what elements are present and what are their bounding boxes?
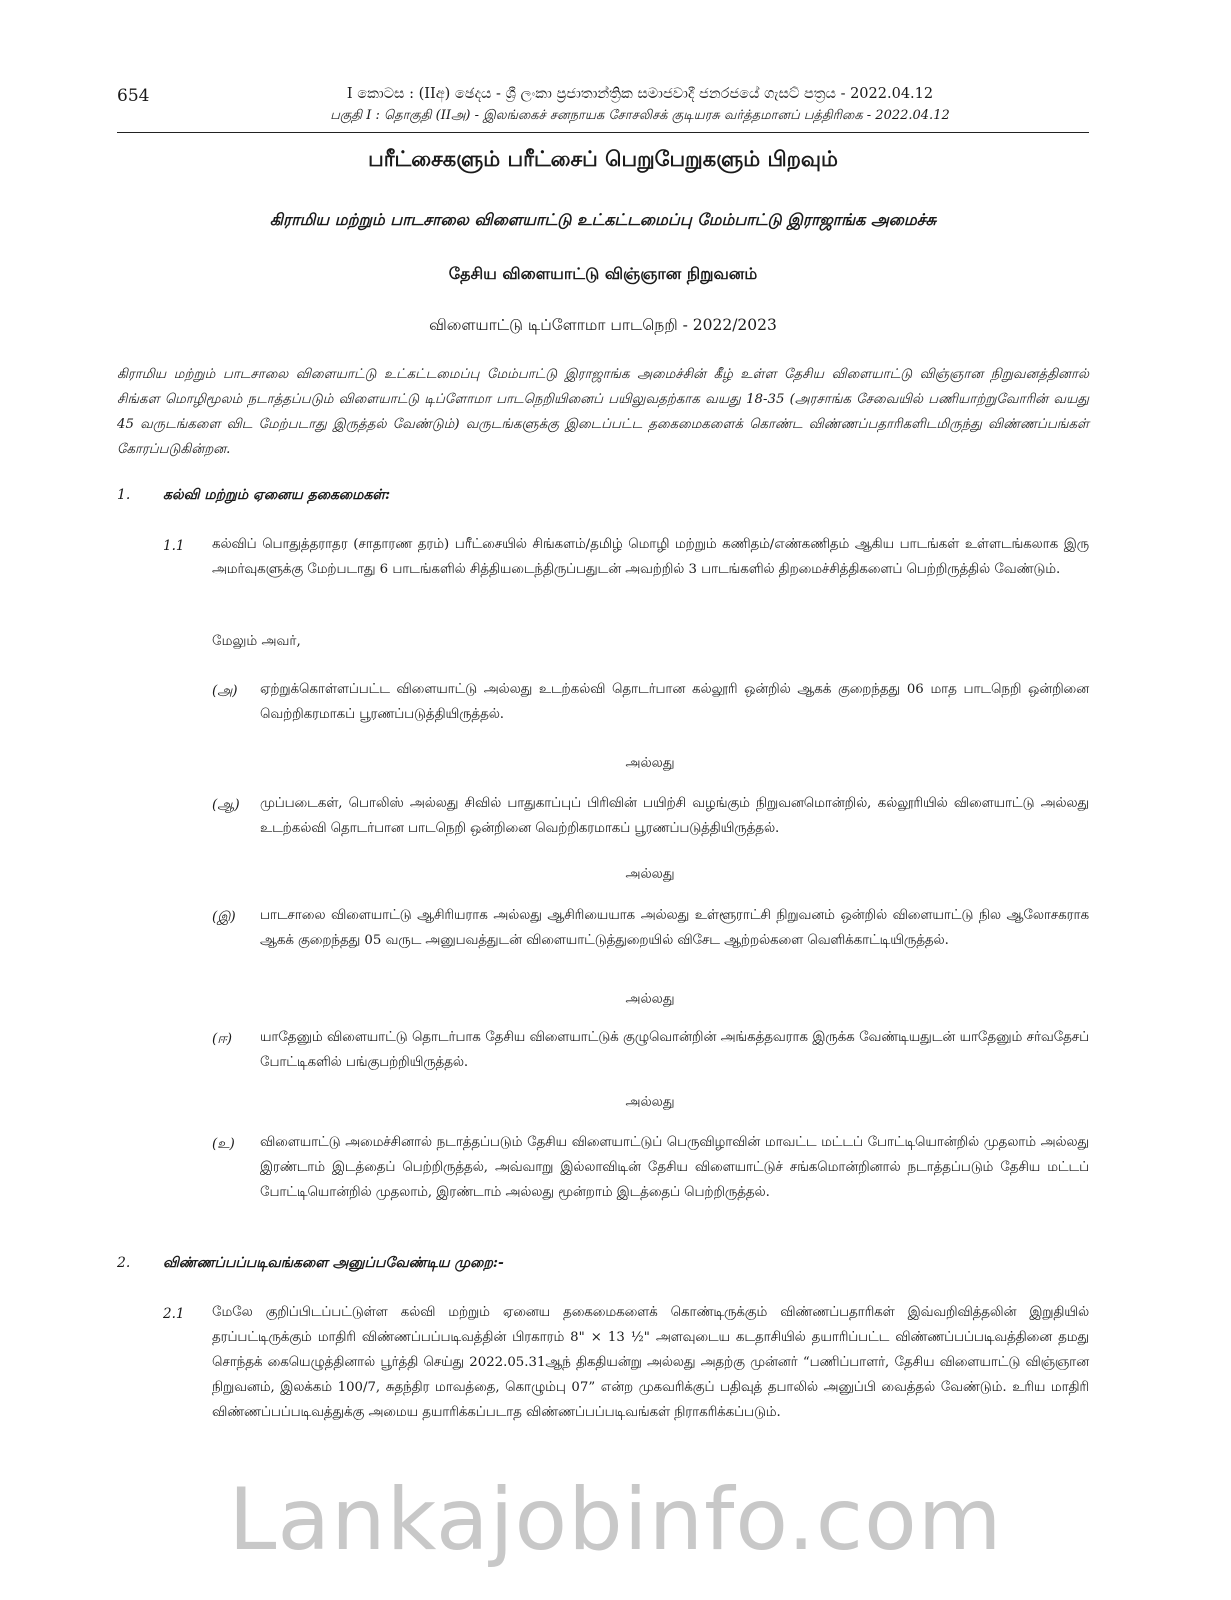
watermark: Lankajobinfo.com bbox=[228, 1470, 1003, 1570]
page-title: பரீட்சைகளும் பரீட்சைப் பெறுபேறுகளும் பிறவும் bbox=[368, 146, 838, 171]
ministry-title: கிராமிய மற்றும் பாடசாலை விளையாட்டு உட்கட்டமைப்பு மேம்பாட்டு இராஜாங்க அமைச்சு bbox=[269, 210, 937, 229]
gazette-header-sinhala: I කොටස : (IIඅ) ඡෙදය - ශ්‍රී ලංකා ප්‍රජාතාන්ත්‍රික සමාජවාදී ජනරජයේ ගැසට් පත්‍රය - 2022.04.12 bbox=[346, 86, 934, 102]
item-ii-text: யாதேனும் விளையாட்டு தொடர்பாக தேசிய விளையாட்டுக் குழுவொன்றின் அங்கத்தவராக இருக்க வேண்டியதுடன் யாதேனும் சர்வதேசப் போட்டிகளில் பங்குபற்றியிருத்தல். bbox=[260, 1030, 1089, 1070]
course-title: விளையாட்டு டிப்ளோமா பாடநெறி - 2022/2023 bbox=[429, 316, 777, 334]
section-2-number: 2. bbox=[117, 1255, 131, 1271]
item-a-text: ஏற்றுக்கொள்ளப்பட்ட விளையாட்டு அல்லது உடற்கல்வி தொடர்பான கல்லூரி ஒன்றில் ஆகக் குறைந்தது 06 மாத பாடநெறி ஒன்றினை வெற்றிகரமாகப் பூரணப்படுத்தியிருத்தல். bbox=[260, 682, 1089, 722]
page-number: 654 bbox=[117, 86, 150, 106]
item-aa-label: (ஆ) bbox=[212, 797, 240, 813]
item-i-text: பாடசாலை விளையாட்டு ஆசிரியராக அல்லது ஆசிரியையாக அல்லது உள்ளூராட்சி நிறுவனம் ஒன்றில் விளையாட்டு நில ஆலோசகராக ஆகக் குறைந்தது 05 வருட அனுபவத்துடன் விளையாட்டுத்துறையில் விசேட ஆற்றல்களை வெளிக்காட்டியிருத்தல். bbox=[260, 908, 1089, 948]
item-i-label: (இ) bbox=[212, 909, 236, 925]
item-a-label: (அ) bbox=[212, 683, 238, 699]
subsection-1-1-text: கல்விப் பொதுத்தராதர (சாதாரண தரம்) பரீட்சையில் சிங்களம்/தமிழ் மொழி மற்றும் கணிதம்/எண்கணிதம் ஆகிய பாடங்கள் உள்ளடங்கலாக இரு அமர்வுகளுக்கு மேற்படாது 6 பாடங்களில் சித்தியடைந்திருப்பதுடன் அவற்றில் 3 பாடங்களில் திறமைச்சித்திகளைப் பெற்றிருத்தில் வேண்டும். bbox=[212, 537, 1089, 577]
further-label: மேலும் அவர், bbox=[212, 633, 301, 649]
section-1-heading: கல்வி மற்றும் ஏனைய தகைமைகள்: bbox=[163, 487, 391, 503]
item-u-text: விளையாட்டு அமைச்சினால் நடாத்தப்படும் தேசிய விளையாட்டுப் பெருவிழாவின் மாவட்ட மட்டப் போட்டியொன்றில் முதலாம் அல்லது இரண்டாம் இடத்தைப் பெற்றிருத்தல், அவ்வாறு இல்லாவிடின் தேசிய விளையாட்டுச் சங்கமொன்றினால் நடாத்தப்படும் தேசிய மட்டப் போட்டியொன்றில் முதலாம், இரண்டாம் அல்லது மூன்றாம் இடத்தைப் பெற்றிருத்தல். bbox=[260, 1135, 1089, 1200]
subsection-2-1-number: 2.1 bbox=[163, 1306, 185, 1322]
section-1-number: 1. bbox=[117, 487, 131, 503]
item-ii-label: (ஈ) bbox=[212, 1031, 233, 1047]
section-2-heading: விண்ணப்பப்படிவங்களை அனுப்பவேண்டிய முறை:- bbox=[163, 1255, 504, 1271]
or-separator: அல்லது bbox=[625, 991, 675, 1007]
or-separator: அல்லது bbox=[625, 755, 675, 771]
or-separator: அல்லது bbox=[625, 1094, 675, 1110]
item-aa-text: முப்படைகள், பொலிஸ் அல்லது சிவில் பாதுகாப்புப் பிரிவின் பயிற்சி வழங்கும் நிறுவனமொன்றில், கல்லூரியில் விளையாட்டு அல்லது உடற்கல்வி தொடர்பான பாடநெறி ஒன்றினை வெற்றிகரமாகப் பூரணப்படுத்தியிருத்தல். bbox=[260, 796, 1089, 836]
header-divider bbox=[117, 132, 1089, 133]
item-u-label: (உ) bbox=[212, 1136, 235, 1152]
or-separator: அல்லது bbox=[625, 866, 675, 882]
gazette-header-tamil: பகுதி I : தொகுதி (IIஅ) - இலங்கைச் சனநாயக சோசலிசக் குடியரசு வர்த்தமானப் பத்திரிகை - 2022.04.12 bbox=[330, 108, 950, 123]
subsection-2-1-text: மேலே குறிப்பிடப்பட்டுள்ள கல்வி மற்றும் ஏனைய தகைமைகளைக் கொண்டிருக்கும் விண்ணப்பதாரிகள் இவ்வறிவித்தலின் இறுதியில் தரப்பட்டிருக்கும் மாதிரி விண்ணப்பப்படிவத்தின் பிரகாரம் 8" × 13 ½" அளவுடைய கடதாசியில் தயாரிப்பட்ட விண்ணப்பப்படிவத்தினை தமது சொந்தக் கையெழுத்தினால் பூர்த்தி செய்து 2022.05.31ஆந் திகதியன்று அல்லது அதற்கு முன்னர் “பணிப்பாளர், தேசிய விளையாட்டு விஞ்ஞான நிறுவனம், இலக்கம் 100/7, சுதந்திர மாவத்தை, கொழும்பு 07” என்ற முகவரிக்குப் பதிவுத் தபாலில் அனுப்பி வைத்தல் வேண்டும். உரிய மாதிரி விண்ணப்பப்படிவத்துக்கு அமைய தயாரிக்கப்படாத விண்ணப்பப்படிவங்கள் நிராகரிக்கப்படும். bbox=[212, 1305, 1089, 1420]
institute-title: தேசிய விளையாட்டு விஞ்ஞான நிறுவனம் bbox=[448, 264, 758, 283]
subsection-1-1-number: 1.1 bbox=[163, 538, 185, 554]
intro-paragraph: கிராமிய மற்றும் பாடசாலை விளையாட்டு உட்கட்டமைப்பு மேம்பாட்டு இராஜாங்க அமைச்சின் கீழ் உள்ள தேசிய விளையாட்டு விஞ்ஞான நிறுவனத்தினால் சிங்கள மொழிமூலம் நடாத்தப்படும் விளையாட்டு டிப்ளோமா பாடநெறியினைப் பயிலுவதற்காக வயது 18-35 (அரசாங்க சேவையில் பணியாற்றுவோரின் வயது 45 வருடங்களை விட மேற்படாது இருத்தல் வேண்டும்) வருடங்களுக்கு இடைப்பட்ட தகைமைகளைக் கொண்ட விண்ணப்பதாரிகளிடமிருந்து விண்ணப்பங்கள் கோரப்படுகின்றன. bbox=[117, 367, 1089, 457]
